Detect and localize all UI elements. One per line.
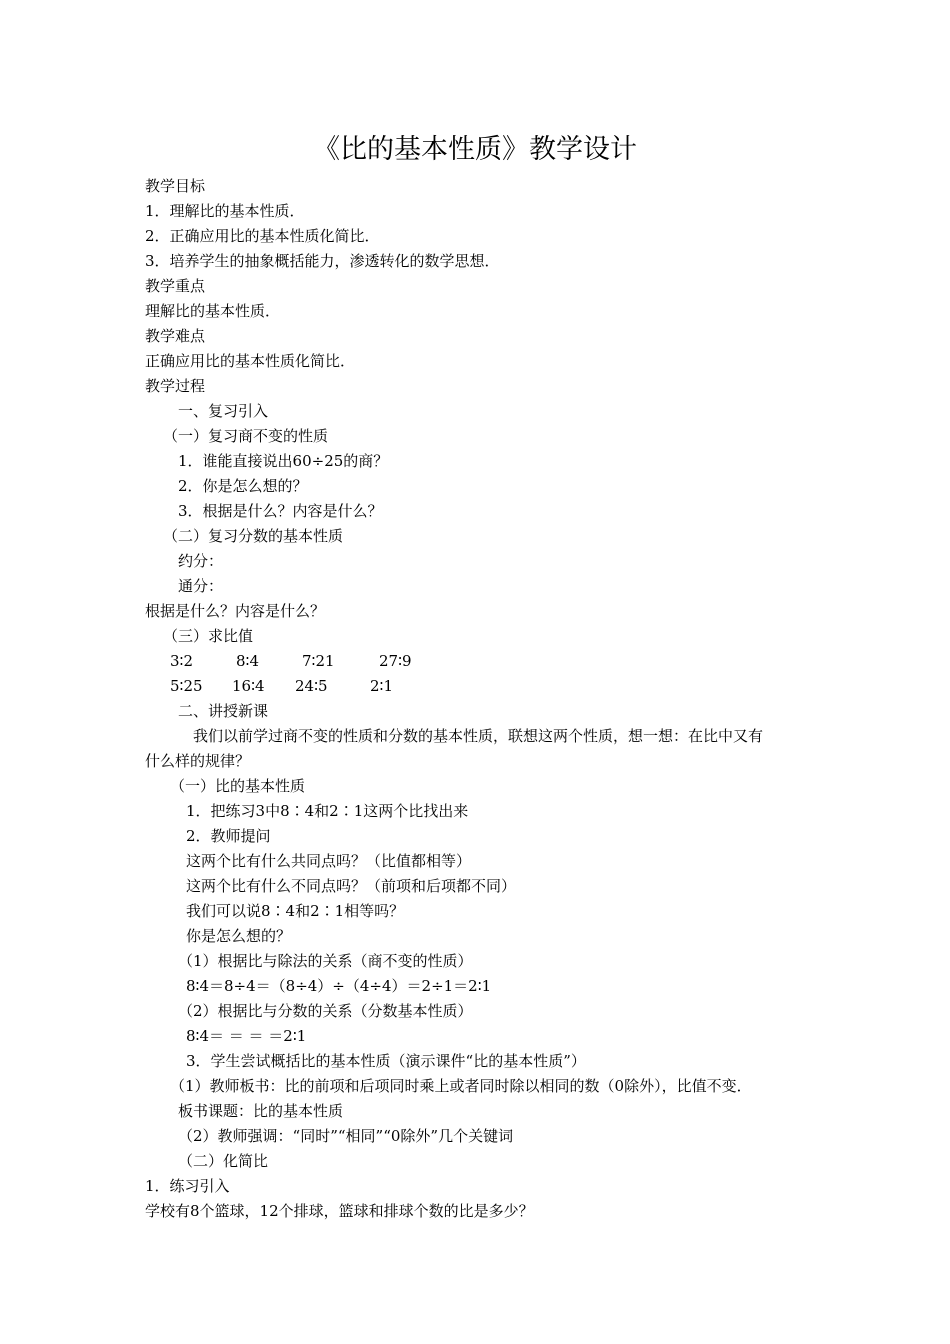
reasoning-division: （1）根据比与除法的关系（商不变的性质） [178,952,473,970]
subsection-quotient-property: （一）复习商不变的性质 [163,427,329,445]
heading-teaching-process: 教学过程 [145,377,206,395]
heading-key-point: 教学重点 [145,277,206,295]
label-common-denominator: 通分： [178,577,224,595]
teacher-emphasis: （2）教师强调：“同时”“相同”“0除外”几个关键词 [178,1127,514,1145]
ratio-exercise: 16∶4 [232,677,265,695]
difficulty-text: 正确应用比的基本性质化简比． [145,352,356,370]
question-item-1: 1．谁能直接说出60÷25的商？ [178,452,389,470]
heading-teaching-objectives: 教学目标 [145,177,206,195]
ratio-exercise: 8∶4 [236,652,259,670]
subsection-fraction-property: （二）复习分数的基本性质 [163,527,344,545]
question-item-2: 2．你是怎么想的？ [178,477,308,495]
subsection-basic-property: （一）比的基本性质 [170,777,306,795]
step-item-3: 3．学生尝试概括比的基本性质（演示课件“比的基本性质”） [186,1052,586,1070]
section-new-lesson: 二、讲授新课 [178,702,269,720]
ratio-exercise: 3∶2 [170,652,193,670]
section-review-intro: 一、复习引入 [178,402,269,420]
heading-difficulty: 教学难点 [145,327,206,345]
practice-question: 学校有8个篮球，12个排球，篮球和排球个数的比是多少？ [145,1202,534,1220]
board-writing-topic: 板书课题：比的基本性质 [178,1102,344,1120]
paragraph-intro-line-1: 我们以前学过商不变的性质和分数的基本性质，联想这两个性质，想一想：在比中又有 [193,727,764,745]
objective-item-3: 3．培养学生的抽象概括能力，渗透转化的数学思想． [145,252,500,270]
board-writing-property: （1）教师板书：比的前项和后项同时乘上或者同时除以相同的数（0除外），比值不变． [170,1077,752,1095]
ratio-exercise: 5∶25 [170,677,203,695]
objective-item-2: 2．正确应用比的基本性质化简比． [145,227,380,245]
ratio-exercise: 2∶1 [370,677,393,695]
subsection-simplify-ratio: （二）化简比 [178,1152,269,1170]
subsection-ratio-value: （三）求比值 [163,627,254,645]
step-item-2: 2．教师提问 [186,827,271,845]
question-item-3: 3．根据是什么？内容是什么？ [178,502,383,520]
document-title: 《比的基本性质》教学设计 [313,134,637,165]
ratio-exercise: 27∶9 [379,652,412,670]
label-reduce-fraction: 约分： [178,552,224,570]
equation-fraction: 8∶4＝ ＝ ＝ ＝2∶1 [186,1027,307,1045]
question-basis: 根据是什么？内容是什么？ [145,602,326,620]
question-equal: 我们可以说8∶4和2∶1相等吗？ [186,902,405,920]
ratio-exercise: 24∶5 [295,677,328,695]
practice-intro: 1．练习引入 [145,1177,230,1195]
question-how-think: 你是怎么想的？ [186,927,292,945]
question-common-point: 这两个比有什么共同点吗？（比值都相等） [186,852,472,870]
objective-item-1: 1．理解比的基本性质． [145,202,305,220]
ratio-exercise: 7∶21 [302,652,335,670]
question-difference: 这两个比有什么不同点吗？（前项和后项都不同） [186,877,517,895]
step-item-1: 1．把练习3中8∶4和2∶1这两个比找出来 [186,802,469,820]
equation-division: 8∶4＝8÷4＝（8÷4）÷（4÷4）＝2÷1＝2∶1 [186,977,492,995]
key-point-text: 理解比的基本性质． [145,302,281,320]
reasoning-fraction: （2）根据比与分数的关系（分数基本性质） [178,1002,473,1020]
paragraph-intro-line-2: 什么样的规律？ [145,752,251,770]
